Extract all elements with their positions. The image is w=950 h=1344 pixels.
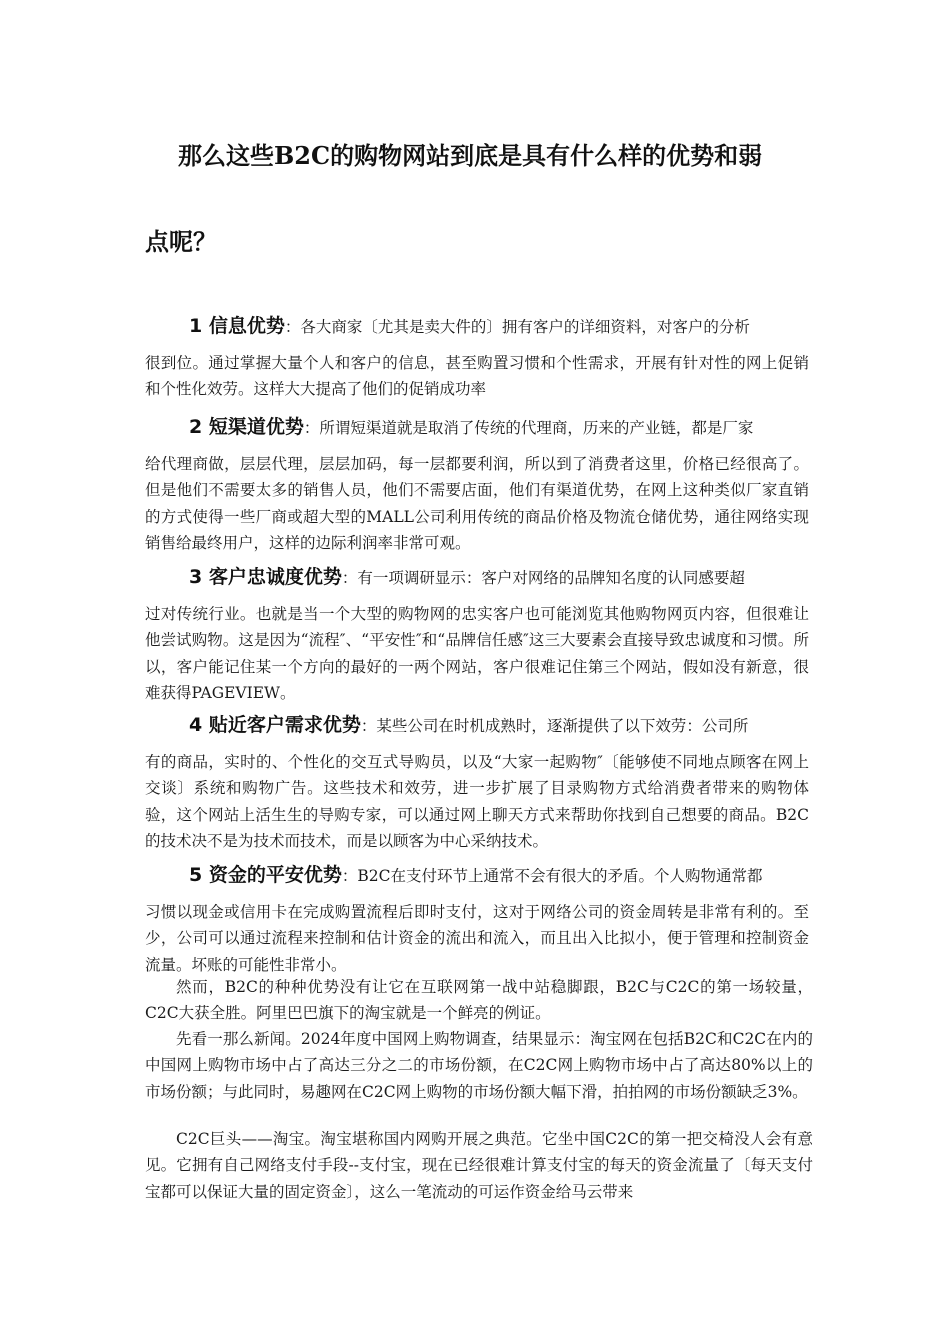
section-short-channel-advantage	[145, 407, 809, 556]
section-body: 有的商品，实时的、个性化的交互式导购员，以及“大家一起购物″〔能够使不同地点顾客在网上交谈〕系统和购物广告。这些技术和效劳，进一步扩展了目录购物方式给消费者带来的购物体验，这个网站上活生生的导购专家，可以通过网上聊天方式来帮助你找到自己想要的商品。B2C的技术决不是为技术而技术，而是以顾客为中心采纳技术。	[145, 753, 809, 850]
section-heading: 1 信息优势	[189, 315, 285, 337]
section-lead-line	[145, 306, 809, 350]
section-body: 习惯以现金或信用卡在完成购置流程后即时支付，这对于网络公司的资金周转是非常有利的。至少，公司可以通过流程来控制和估计资金的流出和流入，而且出入比拟小，便于管理和控制资金流量。坏账的可能性非常小。	[145, 903, 809, 974]
section-body: 过对传统行业。也就是当一个大型的购物网的忠实客户也可能浏览其他购物网页内容，但很难让他尝试购物。这是因为“流程″、“平安性″和“品牌信任感″这三大要素会直接导致忠诚度和习惯。所以，客户能记住某一个方向的最好的一两个网站，客户很难记住第三个网站，假如没有新意，很难获得PAGEVIEW。	[145, 605, 809, 702]
section-lead-text: ：有一项调研显示：客户对网络的品牌知名度的认同感要超	[341, 569, 745, 587]
section-fund-security-advantage	[145, 855, 809, 978]
section-customer-loyalty-advantage	[145, 557, 809, 706]
section-heading: 3 客户忠诚度优势	[189, 566, 342, 588]
paragraph-taobao: C2C巨头——淘宝。淘宝堪称国内网购开展之典范。它坐中国C2C的第一把交椅没人会有意见。它拥有自己网络支付手段--支付宝，现在已经很难计算支付宝的每天的资金流量了〔每天支付宝都可以保证大量的固定资金〕，这么一笔流动的可运作资金给马云带来	[145, 1130, 813, 1201]
section-lead-line	[145, 557, 809, 601]
document-title-line-1: 那么这些B2C的购物网站到底是具有什么样的优势和弱	[178, 141, 763, 170]
section-lead-text: ：某些公司在时机成熟时，逐渐提供了以下效劳：公司所	[360, 717, 749, 735]
section-body: 很到位。通过掌握大量个人和客户的信息，甚至购置习惯和个性需求，开展有针对性的网上促销和个性化效劳。这样大大提高了他们的促销成功率	[145, 354, 809, 399]
section-lead-line	[145, 705, 809, 749]
section-heading: 4 贴近客户需求优势	[189, 714, 361, 736]
section-lead-text: ：所谓短渠道就是取消了传统的代理商，历来的产业链，都是厂家	[303, 419, 754, 437]
section-lead-line	[145, 407, 809, 451]
section-heading: 2 短渠道优势	[189, 416, 304, 438]
section-heading: 5 资金的平安优势	[189, 864, 342, 886]
section-lead-line	[145, 855, 809, 899]
section-lead-text: ：各大商家〔尤其是卖大件的〕拥有客户的详细资料，对客户的分析	[284, 318, 750, 336]
section-information-advantage	[145, 306, 809, 403]
document-title-line-2: 点呢？	[145, 227, 217, 256]
section-lead-text: ：B2C在支付环节上通常不会有很大的矛盾。个人购物通常都	[341, 867, 763, 885]
section-customer-needs-advantage	[145, 705, 809, 854]
section-body: 给代理商做，层层代理，层层加码，每一层都要利润，所以到了消费者这里，价格已经很高了。但是他们不需要太多的销售人员，他们不需要店面，他们有渠道优势，在网上这种类似厂家直销的方式使得一些厂商或超大型的MALL公司利用传统的商品价格及物流仓储优势，通往网络实现销售给最终用户，这样的边际利润率非常可观。	[145, 455, 809, 552]
paragraph-market-survey: 先看一那么新闻。2024年度中国网上购物调查，结果显示：淘宝网在包括B2C和C2C在内的中国网上购物市场中占了高达三分之二的市场份额，在C2C网上购物市场中占了高达80%以上的市场份额；与此同时，易趣网在C2C网上购物的市场份额大幅下滑，拍拍网的市场份额缺乏3%。	[145, 1030, 813, 1101]
paragraph-b2c-vs-c2c: 然而，B2C的种种优势没有让它在互联网第一战中站稳脚跟，B2C与C2C的第一场较量，C2C大获全胜。阿里巴巴旗下的淘宝就是一个鲜亮的例证。	[145, 978, 813, 1023]
